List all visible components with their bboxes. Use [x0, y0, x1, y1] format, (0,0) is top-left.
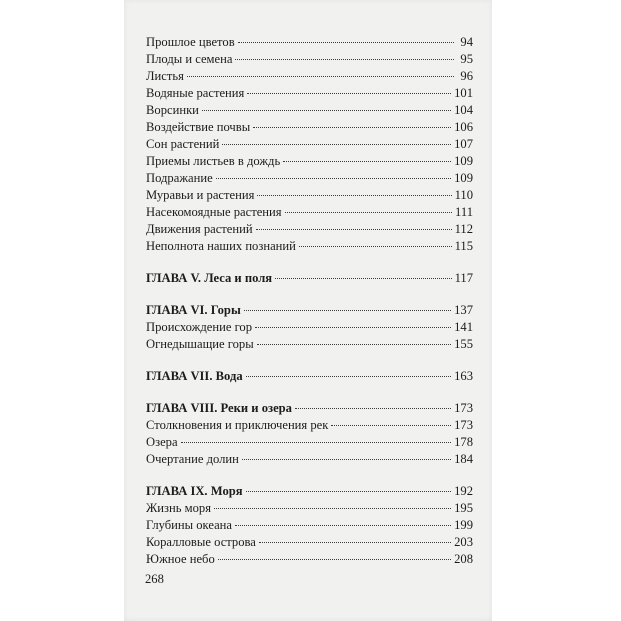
toc-entry-title: Водяные растения [146, 86, 245, 100]
toc-entry-page-number: 101 [454, 86, 473, 100]
toc-entry-row [146, 51, 473, 68]
section-gap [146, 353, 473, 368]
toc-chapter-row [146, 270, 473, 287]
toc-entry-row [146, 187, 473, 204]
toc-entry-row [146, 551, 473, 568]
toc-entry-title: Насекомоядные растения [146, 205, 282, 219]
toc-entry-page-number: 115 [454, 239, 473, 253]
dot-leader [331, 425, 451, 426]
dot-leader [216, 178, 451, 179]
toc-entry-title: Жизнь моря [146, 501, 211, 515]
toc-entry-page-number: 94 [460, 35, 473, 49]
section-gap [146, 255, 473, 270]
page-number: 268 [145, 572, 164, 586]
toc-entry-page-number: 112 [454, 222, 473, 236]
toc-entry-title: ГЛАВА VII. Вода [146, 369, 243, 383]
dot-leader [222, 144, 451, 145]
toc-entry-title: Ворсинки [146, 103, 199, 117]
toc-entry-title: Приемы листьев в дождь [146, 154, 281, 168]
dot-leader [255, 327, 451, 328]
toc-entry-title: Столкновения и приключения рек [146, 418, 329, 432]
toc-entry-title: Воздействие почвы [146, 120, 251, 134]
toc-entry-row [146, 170, 473, 187]
toc-entry-page-number: 178 [454, 435, 473, 449]
toc-chapter-row [146, 302, 473, 319]
toc-entry-row [146, 34, 473, 51]
toc-entry-title: Листья [146, 69, 184, 83]
dot-leader [256, 229, 452, 230]
dot-leader [238, 42, 454, 43]
toc-chapter-row [146, 483, 473, 500]
dot-leader [242, 459, 451, 460]
toc-entry-title: Коралловые острова [146, 535, 256, 549]
toc-entry-title: ГЛАВА VIII. Реки и озера [146, 401, 292, 415]
dot-leader [283, 161, 451, 162]
toc-entry-row [146, 119, 473, 136]
toc-entry-title: Муравьи и растения [146, 188, 255, 202]
toc-entry-title: Очертание долин [146, 452, 239, 466]
toc-entry-row [146, 336, 473, 353]
toc-entry-title: Сон растений [146, 137, 220, 151]
dot-leader [257, 344, 451, 345]
toc-entry-title: ГЛАВА VI. Горы [146, 303, 241, 317]
dot-leader [253, 127, 451, 128]
dot-leader [235, 525, 451, 526]
toc-entry-page-number: 111 [455, 205, 473, 219]
toc-entry-page-number: 173 [454, 418, 473, 432]
dot-leader [285, 212, 452, 213]
toc-entry-row [146, 204, 473, 221]
toc-entry-page-number: 107 [454, 137, 473, 151]
toc-entry-page-number: 184 [454, 452, 473, 466]
dot-leader [214, 508, 451, 509]
section-gap [146, 385, 473, 400]
toc-entry-title: ГЛАВА V. Леса и поля [146, 271, 273, 285]
dot-leader [244, 310, 451, 311]
toc-entry-page-number: 173 [454, 401, 473, 415]
toc-entry-row [146, 319, 473, 336]
dot-leader [246, 491, 452, 492]
toc-entry-page-number: 141 [454, 320, 473, 334]
toc-entry-row [146, 417, 473, 434]
toc-entry-page-number: 106 [454, 120, 473, 134]
toc-entry-title: Прошлое цветов [146, 35, 235, 49]
toc-entry-row [146, 238, 473, 255]
dot-leader [235, 59, 454, 60]
toc-entry-title: Южное небо [146, 552, 215, 566]
toc-entry-page-number: 199 [454, 518, 473, 532]
toc-entry-row [146, 221, 473, 238]
toc-entry-row [146, 85, 473, 102]
book-page [124, 0, 492, 621]
toc-entry-row [146, 434, 473, 451]
dot-leader [202, 110, 451, 111]
toc-entry-page-number: 163 [454, 369, 473, 383]
toc-entry-title: Происхождение гор [146, 320, 253, 334]
table-of-contents [146, 34, 473, 568]
toc-entry-page-number: 95 [460, 52, 473, 66]
dot-leader [257, 195, 451, 196]
toc-entry-row [146, 451, 473, 468]
toc-entry-page-number: 192 [454, 484, 473, 498]
dot-leader [187, 76, 454, 77]
toc-entry-row [146, 153, 473, 170]
toc-entry-row [146, 102, 473, 119]
toc-chapter-row [146, 368, 473, 385]
toc-entry-row [146, 500, 473, 517]
toc-entry-title: Подражание [146, 171, 213, 185]
toc-entry-row [146, 517, 473, 534]
dot-leader [246, 376, 451, 377]
dot-leader [299, 246, 452, 247]
toc-entry-page-number: 117 [454, 271, 473, 285]
section-gap [146, 468, 473, 483]
toc-entry-page-number: 203 [454, 535, 473, 549]
toc-entry-row [146, 534, 473, 551]
dot-leader [247, 93, 451, 94]
toc-entry-page-number: 137 [454, 303, 473, 317]
toc-entry-title: Неполнота наших познаний [146, 239, 296, 253]
dot-leader [295, 408, 451, 409]
toc-entry-title: ГЛАВА IX. Моря [146, 484, 243, 498]
section-gap [146, 287, 473, 302]
dot-leader [218, 559, 451, 560]
dot-leader [181, 442, 452, 443]
toc-entry-page-number: 208 [454, 552, 473, 566]
toc-entry-title: Плоды и семена [146, 52, 233, 66]
toc-chapter-row [146, 400, 473, 417]
toc-entry-row [146, 68, 473, 85]
toc-entry-title: Огнедышащие горы [146, 337, 254, 351]
toc-entry-row [146, 136, 473, 153]
toc-entry-title: Озера [146, 435, 178, 449]
toc-entry-title: Глубины океана [146, 518, 233, 532]
toc-entry-page-number: 109 [454, 171, 473, 185]
toc-entry-page-number: 110 [454, 188, 473, 202]
toc-entry-page-number: 155 [454, 337, 473, 351]
dot-leader [259, 542, 451, 543]
toc-entry-page-number: 109 [454, 154, 473, 168]
toc-entry-page-number: 195 [454, 501, 473, 515]
toc-entry-page-number: 96 [460, 69, 473, 83]
dot-leader [275, 278, 451, 279]
toc-entry-page-number: 104 [454, 103, 473, 117]
toc-entry-title: Движения растений [146, 222, 253, 236]
